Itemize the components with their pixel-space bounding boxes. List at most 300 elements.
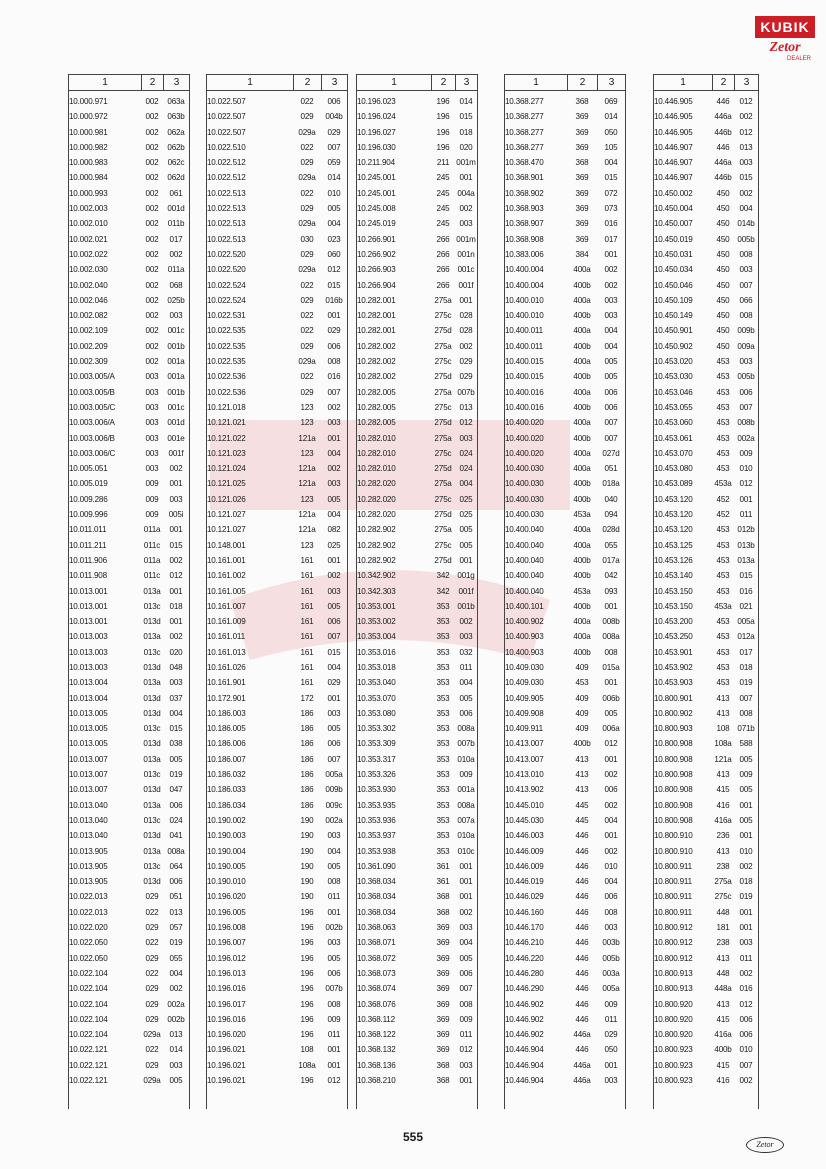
position-number: 093 <box>604 586 618 596</box>
table-row <box>505 293 625 308</box>
table-row <box>505 369 625 384</box>
table-row <box>505 844 625 859</box>
table-row <box>207 721 347 736</box>
part-number: 10.446.280 <box>505 968 544 978</box>
part-number: 10.022.513 <box>207 234 246 244</box>
position-number: 001b <box>457 601 475 611</box>
part-number: 10.400.010 <box>505 311 544 321</box>
part-number: 10.196.005 <box>207 907 246 917</box>
group-number: 275d <box>434 464 452 474</box>
group-number: 275a <box>434 479 452 489</box>
position-number: 005 <box>327 601 341 611</box>
part-number: 10.022.507 <box>207 97 246 106</box>
part-number: 10.368.901 <box>505 173 544 183</box>
position-number: 038 <box>169 739 183 749</box>
table-row <box>207 125 347 140</box>
position-number: 007 <box>604 433 618 443</box>
position-number: 007 <box>739 402 753 412</box>
position-number: 001 <box>459 173 473 183</box>
position-number: 003 <box>739 265 753 275</box>
position-number: 028 <box>459 326 473 336</box>
group-number: 353 <box>436 678 450 688</box>
part-number: 10.161.007 <box>207 601 246 611</box>
table-row <box>505 935 625 950</box>
part-number: 10.190.003 <box>207 831 246 841</box>
position-number: 002 <box>169 464 183 474</box>
position-number: 012 <box>327 265 341 275</box>
position-number: 007 <box>739 693 753 703</box>
group-number: 275d <box>434 418 452 428</box>
position-number: 010 <box>327 188 341 198</box>
table-row <box>357 828 477 843</box>
position-number: 011 <box>604 1014 618 1024</box>
table-row <box>505 660 625 675</box>
group-number: 413 <box>716 846 730 856</box>
group-number: 186 <box>300 770 314 780</box>
part-number: 10.009.286 <box>69 494 108 504</box>
position-number: 025b <box>167 295 185 305</box>
table-row <box>505 629 625 644</box>
part-number: 10.453.120 <box>654 510 693 520</box>
group-number: 186 <box>300 754 314 764</box>
table-row <box>207 201 347 216</box>
table-row <box>654 813 758 828</box>
group-number: 445 <box>575 815 589 825</box>
group-number: 275a <box>434 295 452 305</box>
position-number: 011b <box>167 219 185 229</box>
table-row <box>207 767 347 782</box>
table-row <box>505 323 625 338</box>
part-number: 10.245.019 <box>357 219 396 229</box>
table-row <box>69 170 189 185</box>
table-row <box>505 981 625 996</box>
part-number: 10.196.008 <box>207 923 246 933</box>
group-number: 452 <box>716 510 730 520</box>
table-row <box>654 339 758 354</box>
table-row <box>207 522 347 537</box>
part-number: 10.400.020 <box>505 433 544 443</box>
part-number: 10.172.901 <box>207 693 246 703</box>
group-number: 190 <box>300 831 314 841</box>
table-row <box>69 997 189 1012</box>
group-number: 446 <box>575 877 589 887</box>
part-number: 10.400.030 <box>505 464 544 474</box>
group-number: 121a <box>714 754 732 764</box>
group-number: 453a <box>714 479 732 489</box>
position-number: 002 <box>327 464 341 474</box>
table-row <box>69 1012 189 1027</box>
table-row <box>207 889 347 904</box>
table-row <box>207 874 347 889</box>
position-number: 012 <box>739 97 753 106</box>
part-number: 10.121.027 <box>207 510 246 520</box>
position-number: 012 <box>604 739 618 749</box>
position-number: 009 <box>739 770 753 780</box>
group-number: 275a <box>434 525 452 535</box>
position-number: 051 <box>604 464 618 474</box>
table-row <box>69 721 189 736</box>
position-number: 017 <box>604 234 618 244</box>
part-number: 10.022.020 <box>69 923 108 933</box>
table-row <box>654 369 758 384</box>
position-number: 001 <box>327 907 341 917</box>
position-number: 012a <box>737 632 755 642</box>
position-number: 001 <box>169 617 183 627</box>
group-number: 161 <box>300 586 314 596</box>
table-row <box>207 798 347 813</box>
table-row <box>207 568 347 583</box>
group-number: 446a <box>714 112 732 122</box>
position-number: 012 <box>739 479 753 489</box>
table-row <box>654 782 758 797</box>
position-number: 004 <box>604 158 618 168</box>
part-number: 10.409.030 <box>505 678 544 688</box>
part-number: 10.446.907 <box>654 158 693 168</box>
part-number: 10.266.902 <box>357 249 396 259</box>
group-number: 446a <box>714 158 732 168</box>
part-number: 10.282.010 <box>357 433 396 443</box>
table-row <box>69 140 189 155</box>
table-row <box>654 645 758 660</box>
part-number: 10.353.080 <box>357 708 396 718</box>
position-number: 012 <box>459 418 473 428</box>
table-row <box>207 461 347 476</box>
table-row <box>654 568 758 583</box>
position-number: 005b <box>602 953 620 963</box>
table-row <box>207 476 347 491</box>
position-number: 003 <box>604 923 618 933</box>
position-number: 004 <box>327 846 341 856</box>
position-number: 002 <box>459 617 473 627</box>
part-number: 10.446.907 <box>654 142 693 152</box>
table-row <box>69 385 189 400</box>
position-number: 006 <box>327 97 341 106</box>
position-number: 005a <box>737 617 755 627</box>
page-number: 555 <box>402 1130 424 1144</box>
table-row <box>357 721 477 736</box>
group-number: 190 <box>300 861 314 871</box>
table-row <box>207 262 347 277</box>
group-number: 369 <box>575 127 589 137</box>
group-number: 453 <box>716 402 730 412</box>
part-number: 10.446.220 <box>505 953 544 963</box>
table-row <box>207 844 347 859</box>
part-number: 10.453.125 <box>654 540 693 550</box>
position-number: 009a <box>737 341 755 351</box>
group-number: 275d <box>434 326 452 336</box>
group-number: 029 <box>145 999 159 1009</box>
table-row <box>654 385 758 400</box>
group-number: 446 <box>575 999 589 1009</box>
part-number: 10.013.005 <box>69 708 108 718</box>
position-number: 006 <box>327 617 341 627</box>
part-number: 10.450.004 <box>654 204 693 214</box>
table-row <box>505 951 625 966</box>
group-number: 013d <box>143 877 161 887</box>
part-number: 10.400.016 <box>505 387 544 397</box>
table-row <box>654 109 758 124</box>
table-row <box>505 584 625 599</box>
position-number: 005 <box>459 693 473 703</box>
table-row <box>357 874 477 889</box>
group-number: 275c <box>434 357 452 367</box>
part-number: 10.022.121 <box>69 1060 108 1070</box>
table-row <box>207 247 347 262</box>
group-number: 013d <box>143 708 161 718</box>
part-number: 10.022.520 <box>207 249 246 259</box>
part-number: 10.400.030 <box>505 494 544 504</box>
group-number: 013c <box>143 601 161 611</box>
group-number: 369 <box>575 219 589 229</box>
group-number: 450 <box>716 219 730 229</box>
position-number: 009 <box>459 1014 473 1024</box>
table-row <box>505 966 625 981</box>
part-number: 10.353.018 <box>357 662 396 672</box>
position-number: 007 <box>327 632 341 642</box>
column-header <box>505 74 625 91</box>
part-number: 10.353.326 <box>357 770 396 780</box>
table-row <box>654 981 758 996</box>
part-number: 10.196.007 <box>207 938 246 948</box>
part-number: 10.002.021 <box>69 234 108 244</box>
group-number: 400b <box>573 372 591 382</box>
part-number: 10.400.015 <box>505 357 544 367</box>
group-number: 353 <box>436 800 450 810</box>
part-number: 10.800.911 <box>654 877 692 887</box>
group-number: 002 <box>145 326 159 336</box>
table-row <box>69 415 189 430</box>
position-number: 001 <box>169 525 183 535</box>
table-row <box>505 125 625 140</box>
part-number: 10.353.002 <box>357 617 396 627</box>
group-number: 400a <box>573 295 591 305</box>
position-number: 001 <box>604 678 618 688</box>
table-row <box>505 706 625 721</box>
group-number: 452 <box>716 494 730 504</box>
group-number: 030 <box>300 234 314 244</box>
group-number: 108 <box>716 724 730 734</box>
part-number: 10.368.210 <box>357 1076 396 1085</box>
table-row <box>357 889 477 904</box>
part-number: 10.368.073 <box>357 968 396 978</box>
part-number: 10.400.040 <box>505 571 544 581</box>
position-number: 005 <box>739 785 753 795</box>
position-number: 001 <box>739 494 753 504</box>
group-number: 002 <box>145 173 159 183</box>
table-row <box>69 476 189 491</box>
header-cell: 2 <box>567 75 597 90</box>
table-row <box>654 308 758 323</box>
group-number: 400b <box>573 479 591 489</box>
group-number: 353 <box>436 739 450 749</box>
part-number: 10.400.011 <box>505 326 543 336</box>
part-number: 10.282.001 <box>357 295 396 305</box>
position-number: 001e <box>167 433 185 443</box>
table-row <box>69 752 189 767</box>
part-number: 10.453.250 <box>654 632 693 642</box>
table-row <box>69 584 189 599</box>
group-number: 453 <box>716 555 730 565</box>
part-number: 10.002.209 <box>69 341 108 351</box>
position-number: 001d <box>167 204 185 214</box>
part-number: 10.368.063 <box>357 923 396 933</box>
part-number: 10.450.002 <box>654 188 693 198</box>
position-number: 055 <box>604 540 618 550</box>
group-number: 413 <box>716 999 730 1009</box>
position-number: 105 <box>604 142 618 152</box>
position-number: 005 <box>327 861 341 871</box>
group-number: 353 <box>436 647 450 657</box>
header-cell: 3 <box>455 75 477 90</box>
group-number: 238 <box>716 861 730 871</box>
group-number: 450 <box>716 341 730 351</box>
part-number: 10.453.089 <box>654 479 693 489</box>
part-number: 10.368.902 <box>505 188 544 198</box>
part-number: 10.196.016 <box>207 984 246 994</box>
position-number: 060 <box>327 249 341 259</box>
table-row <box>505 446 625 461</box>
table-row <box>207 935 347 950</box>
table-row <box>654 935 758 950</box>
group-number: 196 <box>300 999 314 1009</box>
part-number: 10.022.524 <box>207 280 246 290</box>
group-number: 013d <box>143 617 161 627</box>
group-number: 453 <box>716 433 730 443</box>
group-number: 196 <box>300 968 314 978</box>
position-number: 011a <box>167 265 185 275</box>
group-number: 186 <box>300 785 314 795</box>
header-cell: 3 <box>321 75 347 90</box>
group-number: 400b <box>573 280 591 290</box>
part-number: 10.196.020 <box>207 1030 246 1040</box>
part-number: 10.022.535 <box>207 341 246 351</box>
part-number: 10.022.104 <box>69 999 108 1009</box>
table-row <box>654 736 758 751</box>
table-row <box>357 935 477 950</box>
table-row <box>69 247 189 262</box>
group-number: 400b <box>573 402 591 412</box>
position-number: 005 <box>327 724 341 734</box>
group-number: 400a <box>573 464 591 474</box>
group-number: 013d <box>143 785 161 795</box>
position-number: 008 <box>327 357 341 367</box>
group-number: 353 <box>436 831 450 841</box>
group-number: 413 <box>575 785 589 795</box>
position-number: 001a <box>457 785 475 795</box>
group-number: 029 <box>300 295 314 305</box>
table-row <box>357 844 477 859</box>
table-row <box>207 782 347 797</box>
group-number: 353 <box>436 815 450 825</box>
position-number: 073 <box>604 204 618 214</box>
position-number: 006 <box>604 785 618 795</box>
group-number: 029 <box>145 923 159 933</box>
part-number: 10.453.901 <box>654 647 693 657</box>
table-row <box>69 1027 189 1042</box>
table-row <box>357 859 477 874</box>
table-row <box>207 339 347 354</box>
position-number: 006 <box>169 877 183 887</box>
position-number: 008a <box>457 800 475 810</box>
group-number: 415 <box>716 785 730 795</box>
position-number: 003 <box>169 494 183 504</box>
position-number: 005 <box>327 204 341 214</box>
table-row <box>505 752 625 767</box>
table-row <box>357 278 477 293</box>
position-number: 014 <box>459 97 473 106</box>
part-number: 10.002.046 <box>69 295 108 305</box>
table-row <box>207 813 347 828</box>
position-number: 027d <box>602 448 620 458</box>
part-number: 10.450.019 <box>654 234 693 244</box>
part-number: 10.002.040 <box>69 280 108 290</box>
position-number: 004 <box>604 326 618 336</box>
group-number: 446 <box>716 142 730 152</box>
position-number: 021 <box>739 601 753 611</box>
table-row <box>654 874 758 889</box>
part-number: 10.446.009 <box>505 846 544 856</box>
table-row <box>654 828 758 843</box>
part-number: 10.368.034 <box>357 907 396 917</box>
position-number: 071b <box>737 724 755 734</box>
part-number: 10.000.993 <box>69 188 108 198</box>
table-row <box>505 813 625 828</box>
table-row <box>505 385 625 400</box>
group-number: 353 <box>436 846 450 856</box>
position-number: 005 <box>739 815 753 825</box>
table-row <box>69 813 189 828</box>
group-number: 400a <box>573 387 591 397</box>
part-number: 10.800.908 <box>654 800 693 810</box>
position-number: 005a <box>602 984 620 994</box>
group-number: 022 <box>145 1045 159 1055</box>
table-row <box>357 155 477 170</box>
group-number: 275a <box>434 433 452 443</box>
position-number: 003 <box>327 586 341 596</box>
table-row <box>207 966 347 981</box>
position-number: 001 <box>739 831 753 841</box>
table-row <box>69 706 189 721</box>
position-number: 002 <box>739 861 753 871</box>
group-number: 161 <box>300 601 314 611</box>
group-number: 446 <box>575 938 589 948</box>
table-row <box>357 660 477 675</box>
position-number: 003 <box>604 311 618 321</box>
parts-column-3 <box>356 74 478 1109</box>
part-number: 10.446.170 <box>505 923 544 933</box>
table-row <box>505 476 625 491</box>
group-number: 368 <box>436 907 450 917</box>
group-number: 022 <box>145 968 159 978</box>
position-number: 028d <box>602 525 620 535</box>
position-number: 029 <box>604 1030 618 1040</box>
group-number: 009 <box>145 510 159 520</box>
table-row <box>357 109 477 124</box>
position-number: 001 <box>327 433 341 443</box>
part-number: 10.282.902 <box>357 525 396 535</box>
part-number: 10.022.104 <box>69 984 108 994</box>
table-row <box>69 109 189 124</box>
part-number: 10.400.004 <box>505 265 544 275</box>
position-number: 094 <box>604 510 618 520</box>
part-number: 10.022.513 <box>207 188 246 198</box>
part-number: 10.368.908 <box>505 234 544 244</box>
position-number: 015 <box>169 540 183 550</box>
table-row <box>654 614 758 629</box>
position-number: 002 <box>169 632 183 642</box>
table-row <box>207 1042 347 1057</box>
part-number: 10.282.020 <box>357 494 396 504</box>
